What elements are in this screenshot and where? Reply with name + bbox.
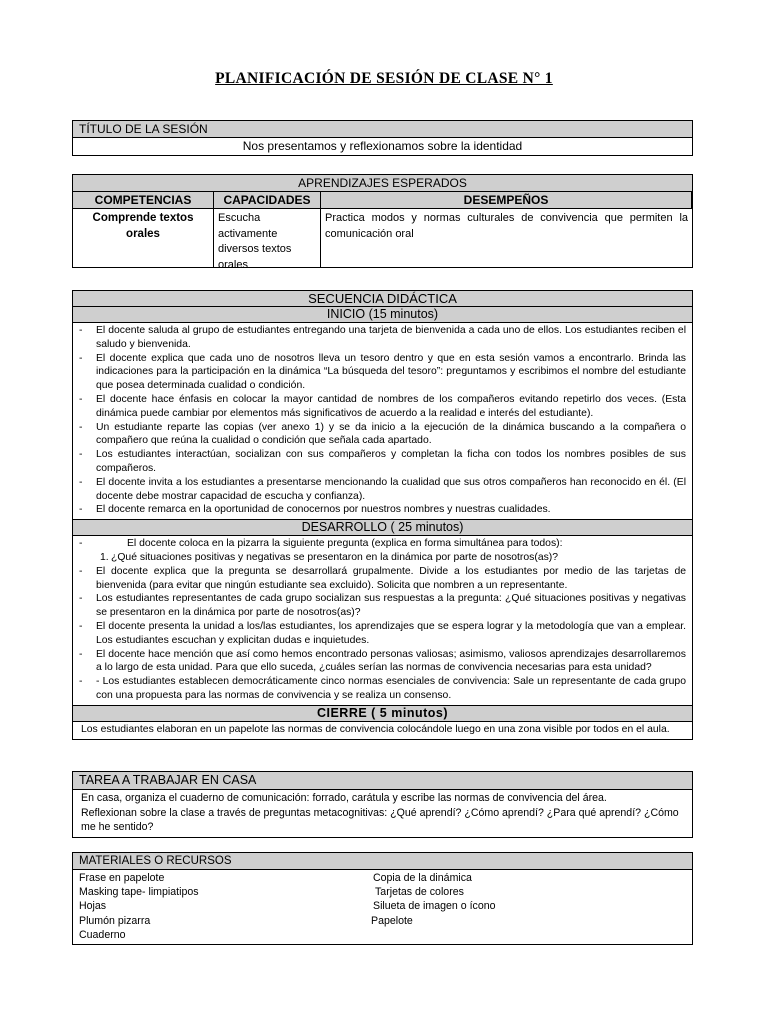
material-item: Copia de la dinámica [373,872,472,884]
column-header-capacidades: CAPACIDADES [214,192,321,209]
learning-outcomes-box [72,174,693,271]
material-item: Papelote [371,914,413,927]
homework-text [73,790,692,837]
capacidad-cell: Escucha activamente diversos textos orales [214,209,321,267]
list-item: - Los estudiantes representantes de cada grupo socializan sus respuestas a la pregunta: ¿Qué situaciones positivas y negativas se presentaron en la dinámica por parte de nosotros(as)? [79,592,686,620]
materials-left-column [79,871,371,942]
desarrollo-list [73,536,692,705]
numbered-question [79,551,686,565]
list-item: - El docente explica que cada uno de nosotros lleva un tesoro dentro y que en esta sesión vamos a encontrarlo. Brinda las indicaciones para la participación en la dinámica “La búsqueda del tesoro”: preguntamos y escribimos el nombre del estudiante que posea determinada cualidad o condición. [79,352,686,393]
material-item: Hojas [79,900,107,913]
list-item: - Los estudiantes interactúan, socializan con sus compañeros y completan la ficha con todos los nombres posibles de sus compañeros. [79,448,686,476]
list-item: - El docente coloca en la pizarra la siguiente pregunta (explica en forma simultánea para todos): [79,537,686,551]
material-item: Plumón pizarra [79,914,151,927]
material-item: Silueta de imagen o ícono [373,900,496,913]
inicio-header: INICIO (15 minutos) [73,307,692,323]
list-item: - El docente saluda al grupo de estudiantes entregando una tarjeta de bienvenida a cada uno de ellos. Los estudiantes reciben el saludo y bienvenida. [79,324,686,352]
homework-header: TAREA A TRABAJAR EN CASA [73,772,692,790]
list-item: - El docente hace énfasis en colocar la mayor cantidad de nombres de los compañeros evitando repetirlo dos veces. (Esta dinámica puede cambiar por elementos más significativos de acuerdo a la realidad e interés del estudiante). [79,393,686,421]
materials-list [73,870,692,944]
list-item: - Un estudiante reparte las copias (ver anexo 1) y se da inicio a la ejecución de la dinámica buscando a la compañera o compañero que reúna la cualidad o condición que señala cada apartado. [79,421,686,449]
page-title: PLANIFICACIÓN DE SESIÓN DE CLASE N° 1 [215,70,553,87]
competencia-cell: Comprende textos orales [73,209,214,267]
material-item: Frase en papelote [79,872,165,884]
materials-right-column [371,871,686,942]
material-item: Cuaderno [79,928,126,941]
list-item: - El docente presenta la unidad a los/las estudiantes, los aprendizajes que se espera lograr y la metodología que van a emplear. Los estudiantes escuchan y explicitan dudas e inquietudes. [79,620,686,648]
desempeno-cell: Practica modos y normas culturales de convivencia que permiten la comunicación oral [325,212,688,240]
list-item: - El docente explica que la pregunta se desarrollará grupalmente. Divide a los estudiantes por medio de las tarjetas de bienvenida (para evitar que ningún estudiante sea excluido). Solicita que nombren a un representante. [79,565,686,593]
list-item: - El docente hace mención que así como hemos encontrado personas valiosas; asimismo, valiosos aprendizajes desarrollaremos a lo largo de esta unidad. Para que ello suceda, ¿cuáles serían las normas de convivencia necesarias para esta unidad? [79,648,686,676]
materials-box [72,852,693,945]
material-item: Tarjetas de colores [375,886,464,899]
homework-line: En casa, organiza el cuaderno de comunicación: forrado, carátula y escribe las normas de convivencia del área. [81,792,607,804]
cierre-header: CIERRE ( 5 minutos) [73,705,692,722]
desarrollo-header: DESARROLLO ( 25 minutos) [73,519,692,536]
materials-header: MATERIALES O RECURSOS [73,853,692,870]
homework-line: Reflexionan sobre la clase a través de preguntas metacognitivas: ¿Qué aprendí? ¿Cómo aprendí? ¿Para qué aprendí? ¿Cómo me he sentido? [81,806,679,833]
cierre-text: Los estudiantes elaboran en un papelote las normas de convivencia colocándole luego en una zona visible por todos en el aula. [81,723,670,735]
session-title-box [72,120,693,156]
session-title-value: Nos presentamos y reflexionamos sobre la identidad [242,139,523,153]
question-number: 1. [100,551,109,563]
column-header-desempenos: DESEMPEÑOS [321,192,692,209]
learning-outcomes-header: APRENDIZAJES ESPERADOS [73,175,692,192]
list-item: - El docente remarca en la oportunidad de conocernos por nuestros nombres y nuestras cualidades. [79,503,686,517]
didactic-sequence-box [72,290,693,740]
material-item: Masking tape- limpiatipos [79,886,199,899]
learning-outcomes-table [73,192,692,271]
list-item: - - Los estudiantes establecen democráticamente cinco normas esenciales de convivencia: Sale un representante de cada grupo con una propuesta para las normas de convivencia y se realiza un consenso. [79,675,686,703]
session-title-label: TÍTULO DE LA SESIÓN [73,121,692,138]
question-text: ¿Qué situaciones positivas y negativas se presentaron en la dinámica por parte de nosotros(as)? [111,551,559,563]
homework-box [72,771,693,838]
didactic-sequence-header: SECUENCIA DIDÁCTICA [73,291,692,307]
list-item: - El docente invita a los estudiantes a presentarse mencionando la cualidad que sus otros compañeros han reconocido en él. (El docente debe mostrar capacidad de escucha y confianza). [79,476,686,504]
inicio-list [73,323,692,519]
column-header-competencias: COMPETENCIAS [73,192,214,209]
